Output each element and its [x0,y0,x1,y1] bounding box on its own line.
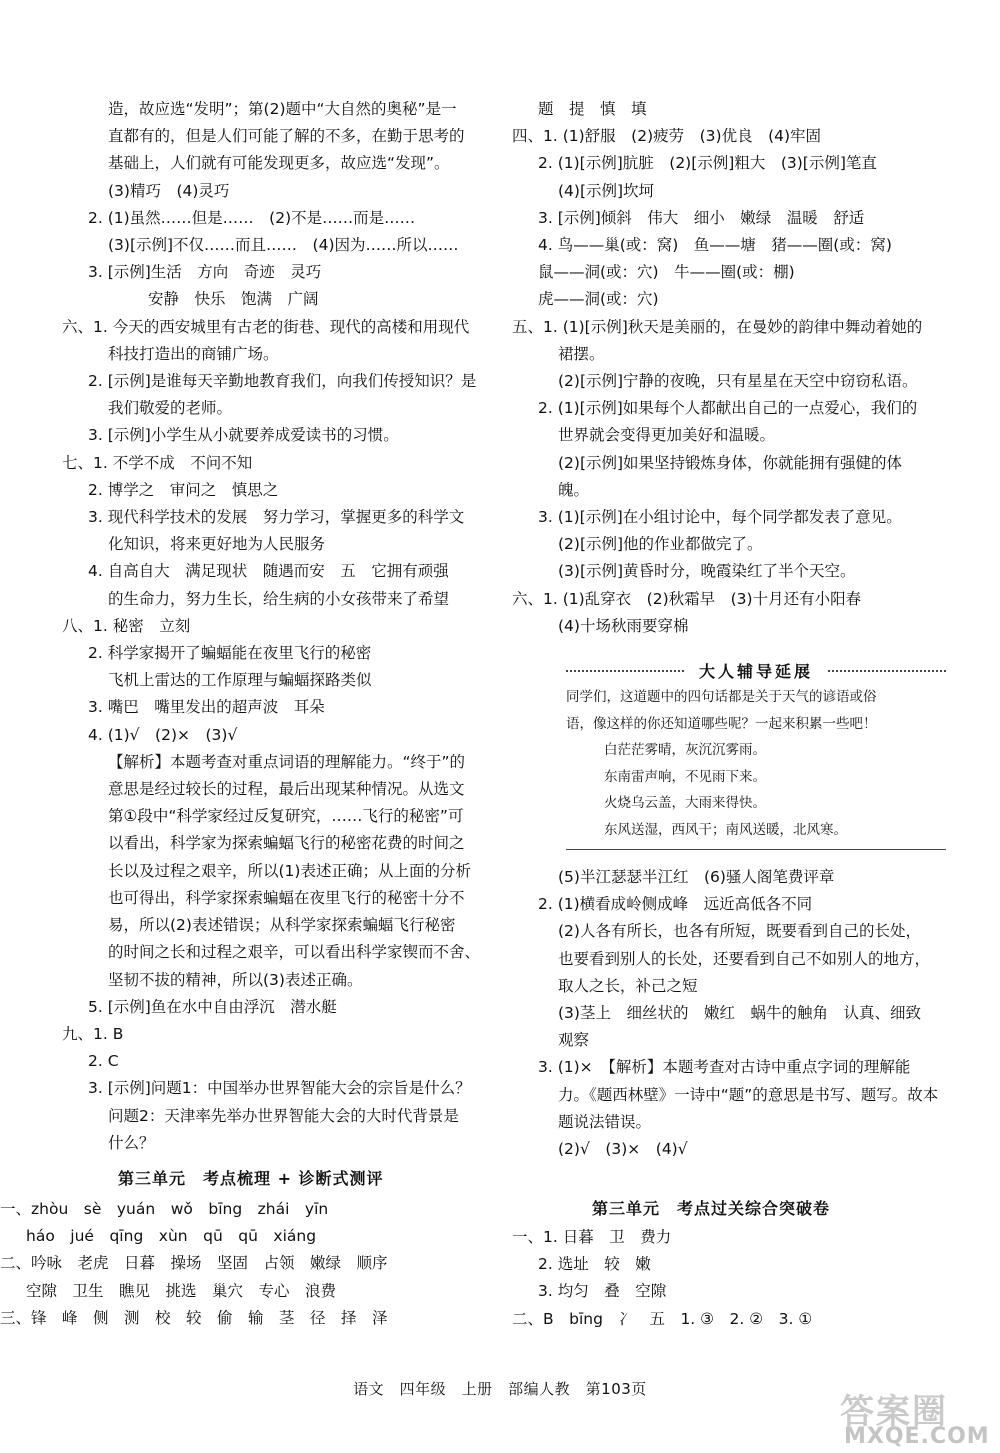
answer-line: 八、1. 秘密 立刻 [62,616,191,635]
answer-line: 力。《题西林壁》一诗中“题”的意思是书写、题写。故本 [558,1085,939,1104]
left-section-heading: 第三单元 考点梳理 + 诊断式测评 [118,1169,384,1188]
answer-line: 坚韧不拔的精神，所以(3)表述正确。 [108,970,363,989]
answer-line: 易，所以(2)表述错误；从科学家探索蝙蝠飞行秘密 [108,916,456,935]
answer-line: 世界就会变得更加美好和温暖。 [558,426,776,445]
answer-line: 一、1. 日暮 卫 费力 [512,1228,672,1246]
answer-line: 题 提 慎 填 [538,100,647,118]
tutor-box-title-row [566,656,946,684]
answer-line: (3)[示例]不仅……而且…… (4)因为……所以…… [108,236,459,255]
answer-line: 飞机上雷达的工作原理与蝙蝠探路类似 [108,671,372,690]
watermark-logo [836,1390,996,1450]
answer-line: 一、zhòu sè yuán wǒ bīng zhái yīn [0,1200,329,1218]
proverb-line: 火烧乌云盖，大雨来得快。 [604,795,766,811]
answer-line: 九、1. B [62,1024,124,1043]
answer-line: 鼠——洞(或：穴) 牛——圈(或：棚) [538,263,795,282]
answer-line: (4)[示例]坎坷 [558,181,655,200]
answer-line: 五、1. (1)[示例]秋天是美丽的，在曼妙的韵律中舞动着她的 [512,317,923,336]
answer-line: 四、1. (1)舒服 (2)疲劳 (3)优良 (4)牢固 [512,127,822,146]
answer-line: 第①段中“科学家经过反复研究，……飞行的秘密”可 [108,807,464,826]
page-footer: 语文 四年级 上册 部编人教 第103页 [353,1380,647,1398]
answer-line: (5)半江瑟瑟半江红 (6)骚人阁笔费评章 [558,868,835,886]
answer-line: 【解析】本题考查对重点词语的理解能力。“终于”的 [108,752,466,771]
answer-line: 3. [示例]生活 方向 奇迹 灵巧 [88,263,322,282]
answer-line: 六、1. 今天的西安城里有古老的街巷、现代的高楼和用现代 [62,317,470,336]
right-column-middle [512,864,938,1163]
answer-line: 裙摆。 [558,344,605,363]
tutor-intro-line: 同学们，这道题中的四句话都是关于天气的谚语或俗 [566,689,877,705]
answer-line: 以看出，科学家为探索蝙蝠飞行的秘密花费的时间之 [108,834,465,853]
answer-line: 科技打造出的商铺广场。 [108,344,279,363]
answer-line: (2)[示例]他的作业都做完了。 [558,535,763,554]
tutor-box-title: 大人辅导延展 [698,662,813,681]
answer-line: 二、B bīng 冫 五 1. ③ 2. ② 3. ① [512,1309,813,1328]
answer-line: 3. [示例]问题1：中国举办世界智能大会的宗旨是什么？ [88,1079,471,1098]
answer-line: 也可得出，科学家探索蝙蝠在夜里飞行的秘密十分不 [108,888,465,907]
proverb-line: 白茫茫雾晴，灰沉沉雾雨。 [604,742,766,758]
answer-line: 三、锋 峰 侧 测 校 较 偷 输 茎 径 择 泽 [0,1308,388,1327]
answer-line: 5. [示例]鱼在水中自由浮沉 潜水艇 [88,997,337,1016]
answer-line: 取人之长，补己之短 [558,976,698,995]
tutor-box-bottom-rule [566,849,946,850]
answer-line: 问题2：天津率先举办世界智能大会的大时代背景是 [108,1106,459,1125]
dotted-divider-right [828,670,946,672]
answer-line: 长以及过程之艰辛，所以(1)表述正确；从上面的分析 [108,861,471,880]
answer-line: 4. (1)√ (2)× (3)√ [88,725,238,744]
dotted-divider-left [566,670,684,672]
answer-line: (2)人各有所长，也各有所短，既要看到自己的长处， [558,922,921,941]
right-column-bottom [512,1224,812,1333]
answer-line: 3. (1)× 【解析】本题考查对古诗中重点字词的理解能 [538,1058,911,1077]
answer-line: 3. [示例]倾斜 伟大 细小 嫩绿 温暖 舒适 [538,208,865,227]
answer-line: 观察 [558,1031,590,1050]
answer-line: 2. C [88,1052,119,1071]
answer-line: 2. [示例]是谁每天辛勤地教育我们，向我们传授知识？是 [88,372,477,391]
answer-line: 六、1. (1)乱穿衣 (2)秋霜早 (3)十月还有小阳春 [512,589,862,608]
answer-line: 3. 均匀 叠 空隙 [538,1282,667,1301]
watermark-text-en: MXQE.COM [844,1424,990,1449]
right-column-top [512,96,922,640]
answer-line: 的时间之长和过程之艰辛，可以看出科学家锲而不舍、 [108,943,481,962]
tutor-intro-line: 语，像这样的你还知道哪些呢？一起来积累一些吧！ [566,715,877,732]
answer-line: 2. 博学之 审问之 慎思之 [88,480,279,499]
answer-line: 也要看到别人的长处，还要看到自己不如别人的地方， [558,949,931,968]
answer-line: 意思是经过较长的过程，最后出现某种情况。从选文 [108,780,465,799]
answer-line: 二、吟咏 老虎 日暮 操场 坚固 占领 嫩绿 顺序 [0,1254,388,1273]
answer-line: 基础上，人们就有可能发现更多，故应选“发现”。 [108,154,450,173]
answer-line: (4)十场秋雨要穿棉 [558,616,689,635]
answer-line: 3. (1)[示例]在小组讨论中，每个同学都发表了意见。 [538,508,902,527]
proverb-line: 东南雷声响，不见雨下来。 [604,768,766,785]
answer-line: (2)√ (3)× (4)√ [558,1140,688,1159]
watermark-text-cn: 答案圈 [840,1392,948,1432]
tutor-extension-box [566,656,946,850]
answer-line: 直都有的，但是人们可能了解的不多，在勤于思考的 [108,127,465,146]
answer-line: (2)[示例]如果坚持锻炼身体，你就能拥有强健的体 [558,453,903,472]
answer-line: (3)精巧 (4)灵巧 [108,181,230,200]
answer-line: háo jué qīng xùn qū qū xiáng [26,1227,317,1246]
answer-line: (3)[示例]黄昏时分，晚霞染红了半个天空。 [558,562,856,581]
answer-line: 造，故应选“发明”；第(2)题中“大自然的奥秘”是一 [108,100,457,118]
answer-line: 2. 选址 较 嫩 [538,1255,651,1274]
answer-line: 2. (1)[示例]肮脏 (2)[示例]粗大 (3)[示例]笔直 [538,154,877,173]
answer-line: 3. 嘴巴 嘴里发出的超声波 耳朵 [88,698,325,717]
answer-line: 我们敬爱的老师。 [108,399,233,418]
answer-line: 魄。 [558,480,590,499]
answer-line: 4. 鸟——巢(或：窝) 鱼——塘 猪——圈(或：窝) [538,236,892,255]
answer-line: (3)茎上 细丝状的 嫩红 蜗牛的触角 认真、细致 [558,1004,921,1023]
answer-line: 题说法错误。 [558,1112,652,1131]
answer-line: 七、1. 不学不成 不问不知 [62,453,253,472]
answer-line: 3. [示例]小学生从小就要养成爱读书的习惯。 [88,426,399,445]
right-section-heading: 第三单元 考点过关综合突破卷 [592,1199,831,1218]
left-column-bottom [0,1196,388,1332]
answer-line: 安静 快乐 饱满 广阔 [148,290,319,309]
answer-line: 2. (1)虽然……但是…… (2)不是……而是…… [88,208,416,227]
answer-line: 虎——洞(或：穴) [538,290,659,309]
answer-line: 的生命力，努力生长，给生病的小女孩带来了希望 [108,589,450,608]
left-column [62,96,486,1157]
answer-line: (2)[示例]宁静的夜晚，只有星星在天空中窃窃私语。 [558,372,918,391]
answer-line: 空隙 卫生 瞧见 挑选 巢穴 专心 浪费 [26,1281,337,1300]
answer-line: 3. 现代科学技术的发展 努力学习，掌握更多的科学文 [88,508,465,527]
answer-line: 什么？ [108,1133,155,1152]
answer-line: 化知识，将来更好地为人民服务 [108,535,326,554]
answer-line: 2. (1)[示例]如果每个人都献出自己的一点爱心，我们的 [538,399,918,418]
proverb-line: 东风送湿，西风干；南风送暖，北风寒。 [604,821,847,838]
answer-line: 4. 自高自大 满足现状 随遇而安 五 它拥有顽强 [88,562,449,581]
answer-line: 2. (1)横看成岭侧成峰 远近高低各不同 [538,895,813,914]
answer-line: 2. 科学家揭开了蝙蝠能在夜里飞行的秘密 [88,644,372,663]
